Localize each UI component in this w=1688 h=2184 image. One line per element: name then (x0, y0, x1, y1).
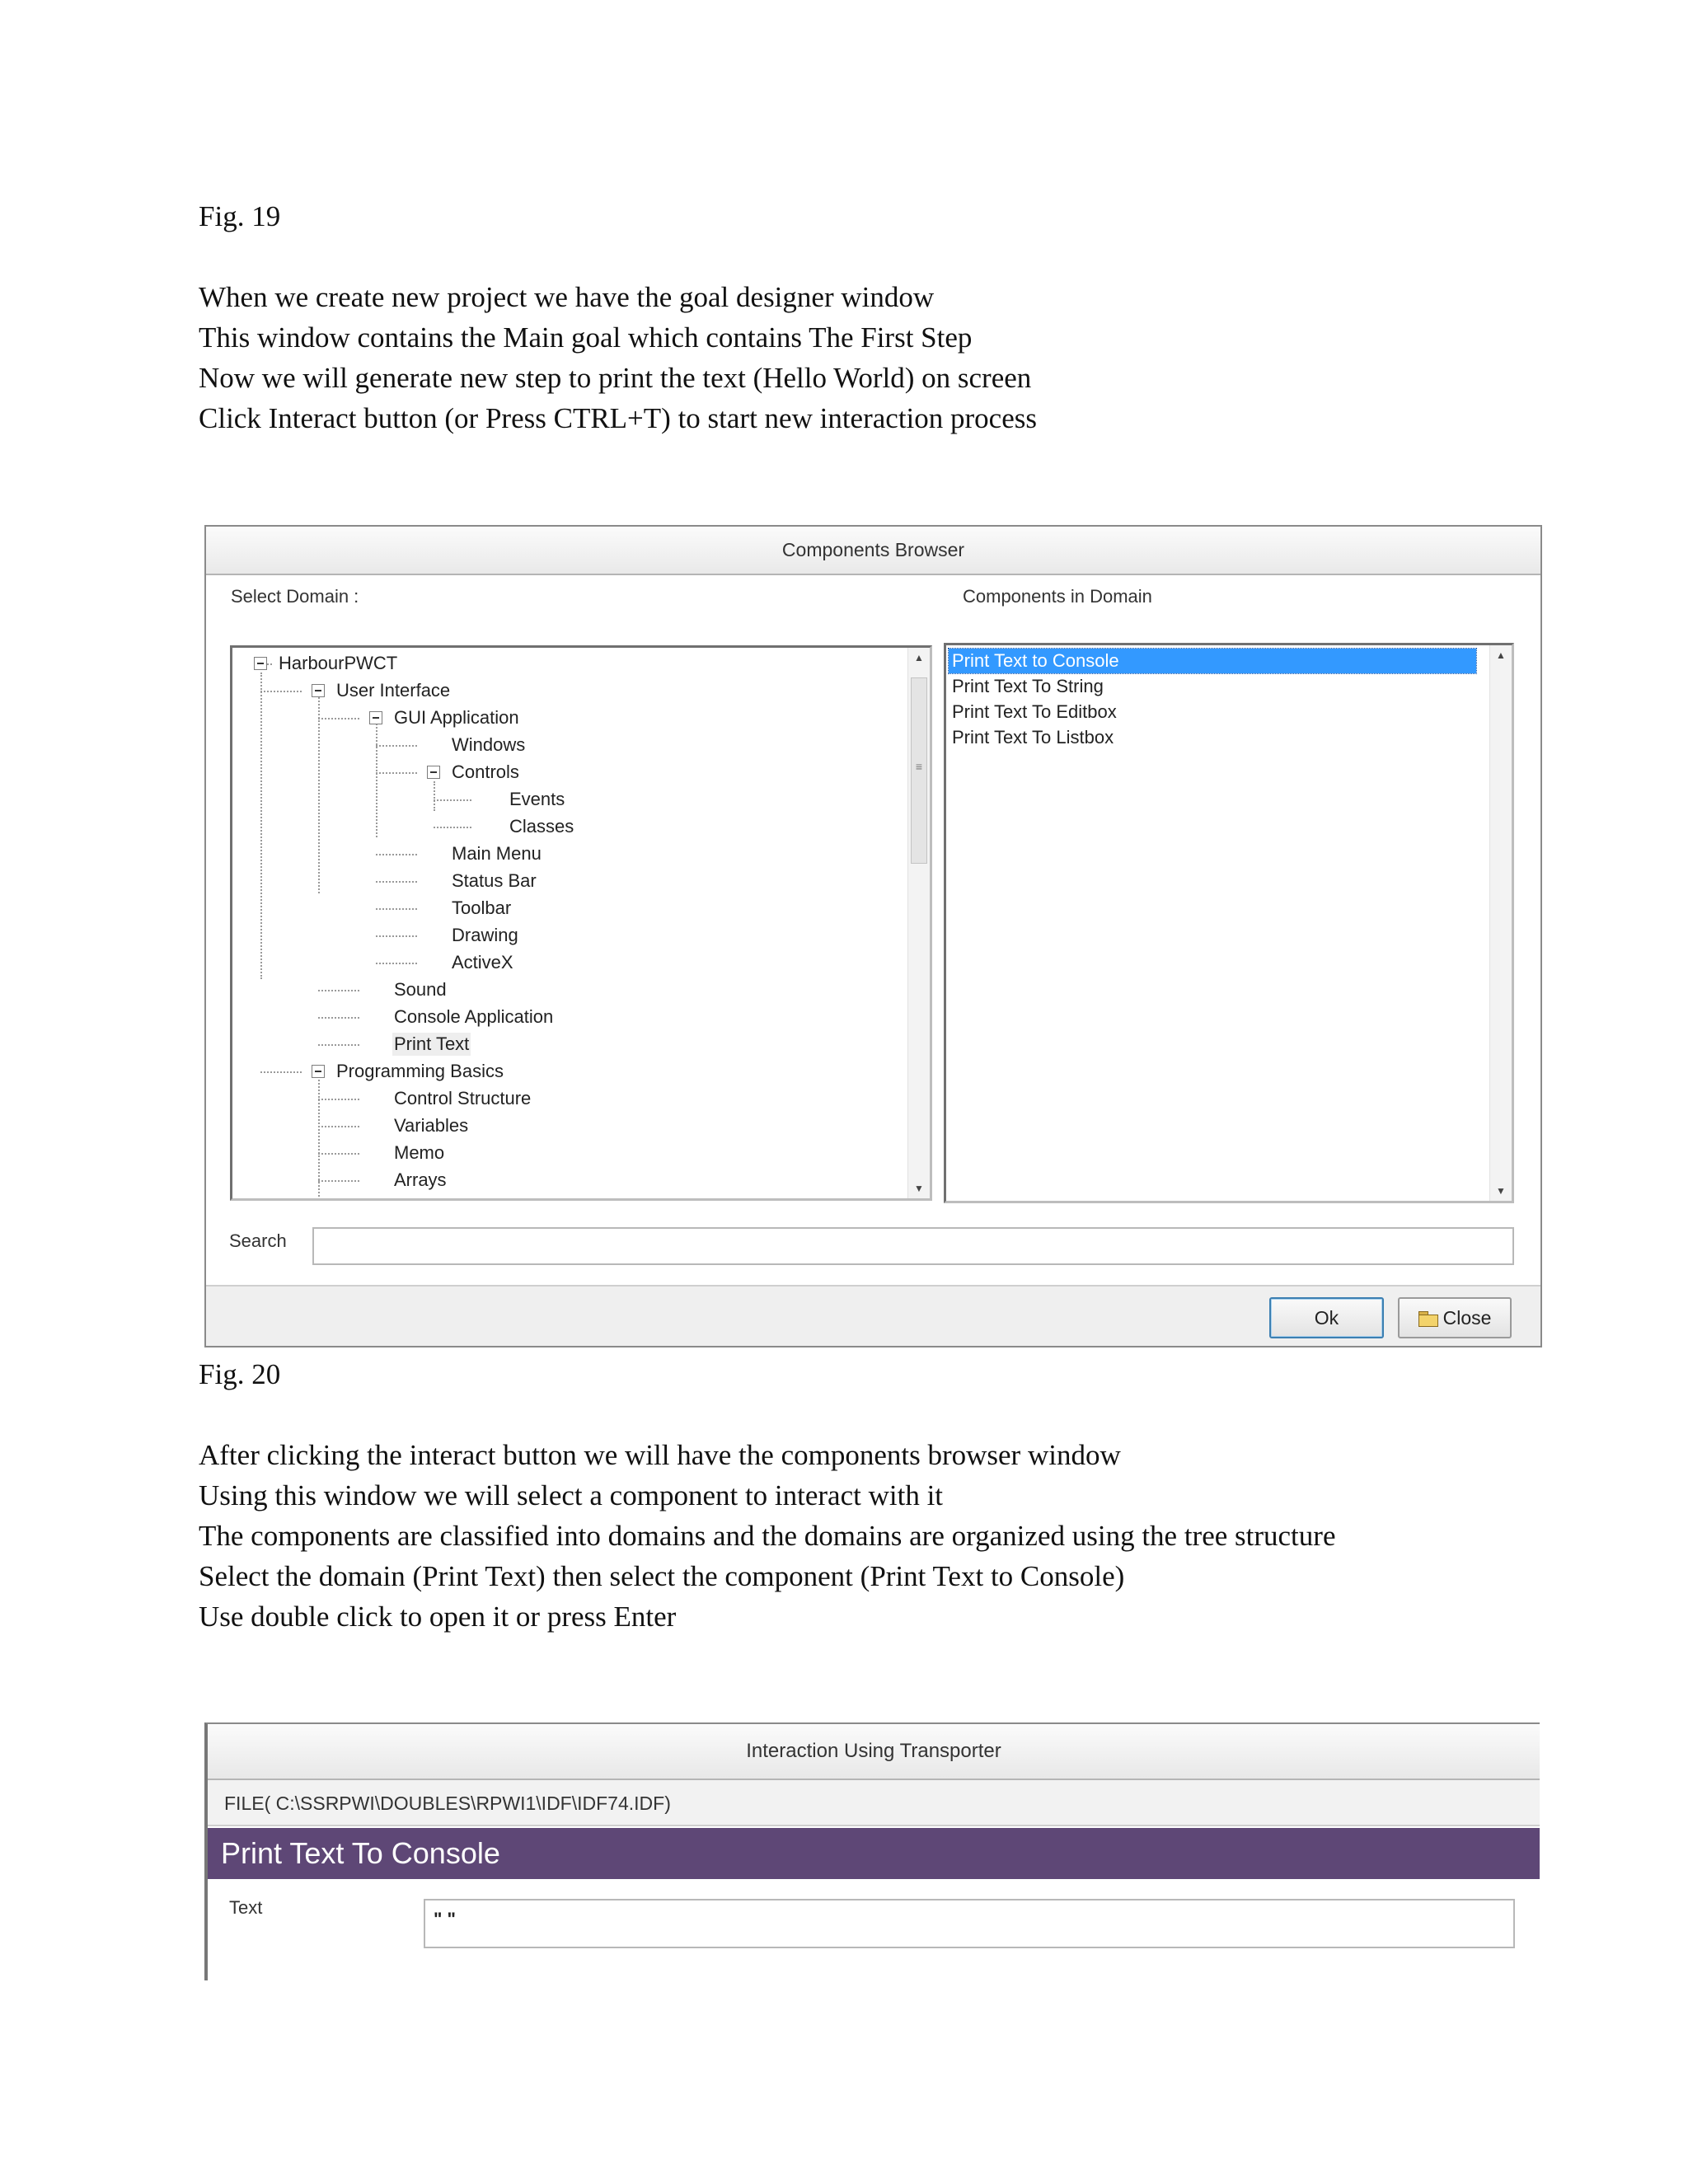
window-footer (206, 1285, 1540, 1346)
paragraph-line: After clicking the interact button we will have the components browser window (199, 1439, 1121, 1471)
list-item[interactable]: Print Text To Listbox (952, 727, 1114, 748)
interaction-window (204, 1722, 1540, 1980)
tree-node[interactable]: Toolbar (452, 898, 512, 918)
tree-node[interactable]: Windows (452, 734, 526, 755)
tree-node[interactable]: Main Menu (452, 843, 542, 864)
collapse-icon[interactable] (312, 1065, 325, 1078)
paragraph-line: Use double click to open it or press Enter (199, 1601, 677, 1633)
tree-node[interactable]: Controls (452, 762, 519, 782)
tree-node[interactable]: HarbourPWCT (279, 653, 398, 673)
paragraph-line: Using this window we will select a component to interact with it (199, 1479, 944, 1511)
tree-node[interactable]: Control Structure (394, 1088, 532, 1108)
ok-button[interactable]: Ok (1269, 1297, 1384, 1338)
paragraph-line: Select the domain (Print Text) then select the component (Print Text to Console) (199, 1560, 1125, 1592)
tree-node-selected[interactable]: Print Text (394, 1033, 470, 1054)
fig-20-caption: Fig. 20 (199, 1358, 281, 1390)
text-input[interactable]: " " (424, 1899, 1515, 1948)
tree-node[interactable]: User Interface (336, 680, 451, 701)
tree-node[interactable]: GUI Application (394, 707, 519, 728)
tree-node[interactable]: ActiveX (452, 952, 513, 972)
close-button[interactable] (1398, 1297, 1512, 1338)
collapse-icon[interactable] (427, 766, 440, 779)
text-field-label: Text (229, 1897, 263, 1918)
tree-node[interactable]: Programming Basics (336, 1061, 504, 1081)
components-list[interactable] (944, 643, 1514, 1203)
tree-node[interactable]: Events (509, 789, 565, 809)
scroll-down-arrow-icon[interactable]: ▼ (1496, 1185, 1506, 1197)
tree-node[interactable]: Arrays (394, 1169, 447, 1190)
scroll-up-arrow-icon[interactable]: ▲ (1496, 649, 1506, 661)
components-browser-window (204, 525, 1542, 1347)
scroll-up-arrow-icon[interactable]: ▲ (914, 652, 924, 663)
tree-node[interactable]: Status Bar (452, 870, 537, 891)
window-title: Interaction Using Transporter (208, 1724, 1540, 1780)
collapse-icon[interactable] (312, 684, 325, 697)
search-label: Search (229, 1230, 287, 1251)
paragraph-line: The components are classified into domains and the domains are organized using the tree structure (199, 1520, 1336, 1552)
domain-tree[interactable] (230, 645, 932, 1201)
fig-19-caption: Fig. 19 (199, 200, 281, 232)
component-title: Print Text To Console (208, 1828, 1540, 1879)
list-item[interactable]: Print Text To Editbox (952, 701, 1117, 722)
tree-scrollbar[interactable] (907, 648, 930, 1198)
paragraph-line: This window contains the Main goal which contains The First Step (199, 321, 973, 354)
window-title: Components Browser (206, 527, 1540, 575)
tree-node[interactable]: Variables (394, 1115, 469, 1136)
tree-node[interactable]: Memo (394, 1142, 445, 1163)
paragraph-components-browser (199, 1435, 1335, 1637)
collapse-icon[interactable] (369, 711, 382, 724)
paragraph-line: Now we will generate new step to print the text (Hello World) on screen (199, 362, 1032, 394)
collapse-icon[interactable] (254, 657, 267, 670)
list-item-selected[interactable]: Print Text to Console (949, 649, 1476, 673)
paragraph-goal-designer (199, 277, 1037, 438)
folder-icon (1418, 1311, 1438, 1326)
components-in-domain-label: Components in Domain (963, 586, 1152, 607)
select-domain-label: Select Domain : (231, 586, 359, 607)
close-label: Close (1442, 1307, 1492, 1329)
scroll-thumb[interactable]: ≡ (911, 677, 927, 864)
list-item[interactable]: Print Text To String (952, 676, 1104, 696)
tree-node[interactable]: Classes (509, 816, 574, 837)
tree-node[interactable]: Sound (394, 979, 447, 1000)
tree-node[interactable]: Console Application (394, 1006, 554, 1027)
file-path: FILE( C:\SSRPWI\DOUBLES\RPWI1\IDF\IDF74.IDF) (208, 1780, 1540, 1826)
list-scrollbar[interactable] (1489, 645, 1512, 1201)
tree-node[interactable]: Drawing (452, 925, 518, 945)
paragraph-line: Click Interact button (or Press CTRL+T) to start new interaction process (199, 402, 1037, 434)
paragraph-line: When we create new project we have the goal designer window (199, 281, 935, 313)
search-input[interactable] (312, 1227, 1514, 1265)
scroll-down-arrow-icon[interactable]: ▼ (914, 1183, 924, 1194)
